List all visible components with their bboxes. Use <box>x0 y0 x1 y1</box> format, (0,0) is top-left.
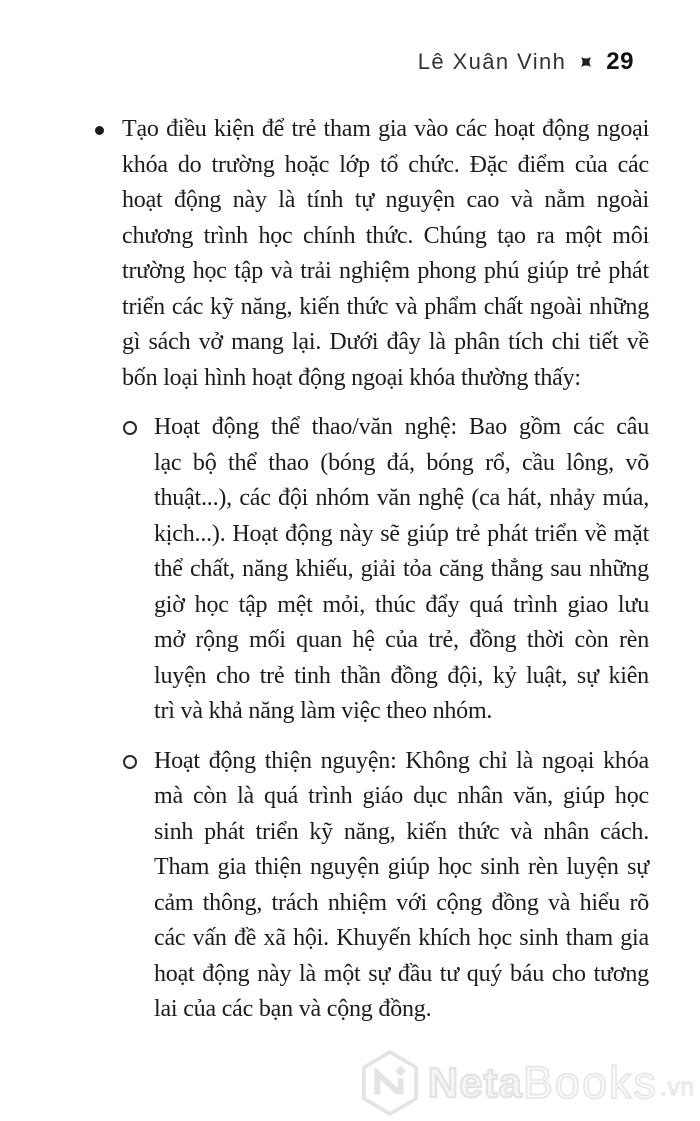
sub-bullet-paragraph <box>154 410 649 730</box>
text-line: luyện cho trẻ tinh thần đồng đội, kỷ luật, sự kiên <box>154 662 649 689</box>
circle-bullet-icon <box>123 421 137 435</box>
text-line: mở rộng mối quan hệ của trẻ, đồng thời còn rèn <box>154 627 650 653</box>
text-line: lạc bộ thể thao (bóng đá, bóng rổ, cầu lông, võ <box>154 449 650 476</box>
text-line: chương trình học chính thức. Chúng tạo ra một môi <box>122 222 650 249</box>
four-pointed-star-icon <box>580 56 592 68</box>
wordmark-vn-suffix: .vn <box>659 1074 695 1101</box>
page-body <box>122 112 649 1028</box>
text-line: Hoạt động thiện nguyện: Không chỉ là ngoại khóa <box>154 747 649 774</box>
netabooks-watermark <box>359 1049 695 1117</box>
disc-bullet-icon <box>95 126 104 135</box>
circle-bullet-icon <box>123 755 137 769</box>
text-line: các vấn đề xã hội. Khuyến khích học sinh tham gia <box>154 925 649 951</box>
sub-bullet-paragraph <box>154 744 649 1028</box>
text-line: Tạo điều kiện để trẻ tham gia vào các hoạt động ngoại <box>122 116 650 142</box>
text-line: hoạt động này là một sự đầu tư quý báu cho tương <box>154 960 649 987</box>
text-line: Hoạt động thể thao/văn nghệ: Bao gồm các câu <box>154 414 650 440</box>
running-head-author: Lê Xuân Vinh <box>417 49 567 74</box>
text-line: giờ học tập mệt mỏi, thúc đẩy quá trình giao lưu <box>154 591 650 618</box>
text-line: cảm thông, trách nhiệm với cộng đồng và hiểu rõ <box>154 889 650 916</box>
text-line: thể chất, năng khiếu, giải tỏa căng thẳng sau những <box>154 556 649 582</box>
bullet-paragraph <box>122 112 649 396</box>
text-line: bốn loại hình hoạt động ngoại khóa thường thấy: <box>122 364 581 391</box>
text-line: trì và khả năng làm việc theo nhóm. <box>154 698 493 724</box>
text-line: triển các kỹ năng, kiến thức và phẩm chất ngoài những <box>122 293 650 320</box>
text-line: gì sách vở mang lại. Dưới đây là phân tích chi tiết về <box>122 329 649 355</box>
text-line: khóa do trường hoặc lớp tổ chức. Đặc điểm của các <box>122 151 649 178</box>
text-line: Tham gia thiện nguyện giúp học sinh rèn luyện sự <box>154 854 650 880</box>
wordmark-books: Books <box>522 1057 658 1108</box>
text-line: hoạt động này là tính tự nguyện cao và nằm ngoài <box>122 187 649 213</box>
netabooks-logo-icon <box>359 1049 421 1117</box>
netabooks-wordmark <box>428 1057 695 1109</box>
text-line: trường học tập và trải nghiệm phong phú giúp trẻ phát <box>122 258 649 284</box>
text-line: sinh phát triển kỹ năng, kiến thức và nhân cách. <box>154 818 649 845</box>
text-line: thuật...), các đội nhóm văn nghệ (ca hát, nhảy múa, <box>154 485 650 511</box>
running-head <box>418 48 634 76</box>
text-line: mà còn là quá trình giáo dục nhân văn, giúp học <box>154 783 649 809</box>
text-line: kịch...). Hoạt động này sẽ giúp trẻ phát triển về mặt <box>154 520 650 547</box>
text-line: lai của các bạn và cộng đồng. <box>154 996 432 1022</box>
wordmark-neta: Neta <box>427 1059 523 1106</box>
page-number: 29 <box>606 48 634 75</box>
